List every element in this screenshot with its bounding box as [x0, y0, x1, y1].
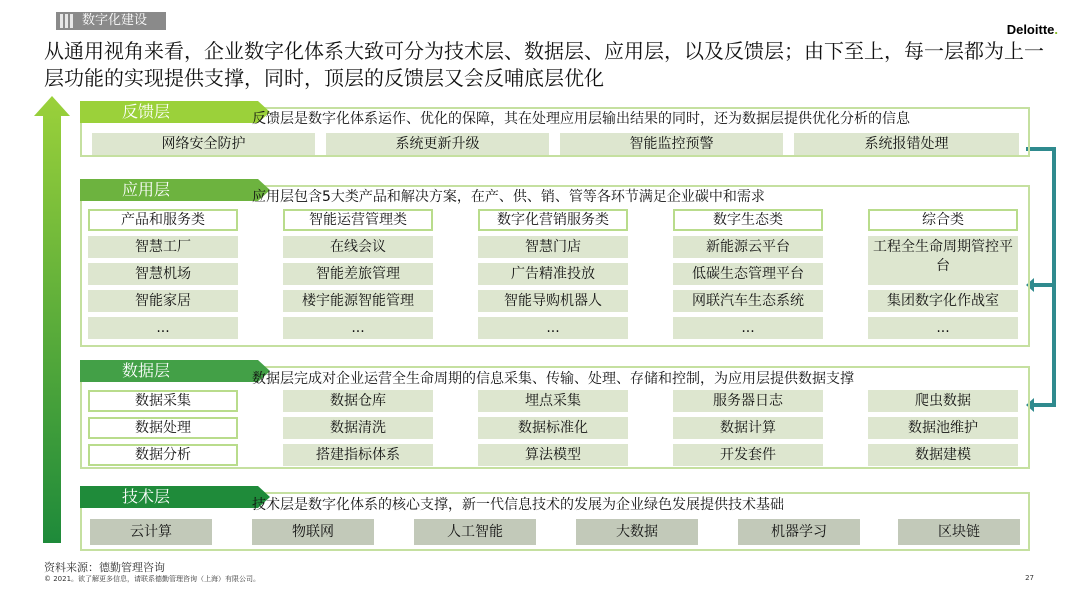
tech-item: 区块链	[898, 519, 1020, 545]
data-item: 数据建模	[868, 444, 1018, 466]
data-item: 算法模型	[478, 444, 628, 466]
tech-layer-desc: 技术层是数字化体系的核心支撑，新一代信息技术的发展为企业绿色发展提供技术基础	[252, 497, 784, 513]
section-tag: 数字化建设	[56, 12, 166, 30]
data-item: 搭建指标体系	[283, 444, 433, 466]
app-item: 楼宇能源智能管理	[283, 290, 433, 312]
app-item: ...	[478, 317, 628, 339]
page-number: 27	[1025, 574, 1034, 582]
app-item: 智能家居	[88, 290, 238, 312]
app-category-header: 数字生态类	[673, 209, 823, 231]
app-item: 智能差旅管理	[283, 263, 433, 285]
tech-item: 物联网	[252, 519, 374, 545]
app-category-header: 产品和服务类	[88, 209, 238, 231]
tech-item: 大数据	[576, 519, 698, 545]
page-headline: 从通用视角来看，企业数字化体系大致可分为技术层、数据层、应用层，以及反馈层；由下至上，每一层都为上一层功能的实现提供支撑，同时，顶层的反馈层又会反哺底层优化	[44, 39, 1044, 90]
app-item: ...	[673, 317, 823, 339]
copyright-note: © 2021。欲了解更多信息，请联系德勤管理咨询（上海）有限公司。	[44, 575, 261, 583]
app-item: 智慧门店	[478, 236, 628, 258]
app-item: 在线会议	[283, 236, 433, 258]
upward-arrow-icon	[34, 96, 70, 543]
data-item: 数据清洗	[283, 417, 433, 439]
tech-item: 人工智能	[414, 519, 536, 545]
feedback-item: 系统报错处理	[794, 133, 1019, 155]
data-item: 爬虫数据	[868, 390, 1018, 412]
tech-item: 机器学习	[738, 519, 860, 545]
app-item: 工程全生命周期管控平台	[868, 236, 1018, 285]
data-item: 数据标准化	[478, 417, 628, 439]
app-item: ...	[283, 317, 433, 339]
tech-item: 云计算	[90, 519, 212, 545]
app-item: 智能导购机器人	[478, 290, 628, 312]
feedback-item: 网络安全防护	[92, 133, 315, 155]
feedback-layer-desc: 反馈层是数字化体系运作、优化的保障，其在处理应用层输出结果的同时，还为数据层提供优化分析的信息	[252, 111, 910, 127]
feedback-layer-tab: 反馈层	[80, 101, 270, 123]
data-item: 埋点采集	[478, 390, 628, 412]
app-item: 广告精准投放	[478, 263, 628, 285]
feedback-loop-connector	[1026, 143, 1062, 413]
data-layer-desc: 数据层完成对企业运营全生命周期的信息采集、传输、处理、存储和控制，为应用层提供数据支撑	[252, 371, 854, 387]
data-item: 数据仓库	[283, 390, 433, 412]
app-item: 网联汽车生态系统	[673, 290, 823, 312]
source-note: 资料来源：德勤管理咨询	[44, 561, 165, 574]
data-item: 数据池维护	[868, 417, 1018, 439]
data-row-header: 数据采集	[88, 390, 238, 412]
app-item: 集团数字化作战室	[868, 290, 1018, 312]
data-row-header: 数据处理	[88, 417, 238, 439]
app-item: 智慧工厂	[88, 236, 238, 258]
app-category-header: 智能运营管理类	[283, 209, 433, 231]
app-item: 低碳生态管理平台	[673, 263, 823, 285]
data-item: 开发套件	[673, 444, 823, 466]
feedback-item: 智能监控预警	[560, 133, 783, 155]
application-layer-desc: 应用层包含5大类产品和解决方案，在产、供、销、管等各环节满足企业碳中和需求	[252, 189, 765, 205]
app-item: 新能源云平台	[673, 236, 823, 258]
data-item: 数据计算	[673, 417, 823, 439]
application-layer-tab: 应用层	[80, 179, 270, 201]
deloitte-logo: Deloitte.	[1006, 22, 1058, 37]
app-item: ...	[88, 317, 238, 339]
data-item: 服务器日志	[673, 390, 823, 412]
app-category-header: 数字化营销服务类	[478, 209, 628, 231]
feedback-item: 系统更新升级	[326, 133, 549, 155]
tech-layer-tab: 技术层	[80, 486, 270, 508]
data-row-header: 数据分析	[88, 444, 238, 466]
app-category-header: 综合类	[868, 209, 1018, 231]
app-item: 智慧机场	[88, 263, 238, 285]
data-layer-tab: 数据层	[80, 360, 270, 382]
app-item: ...	[868, 317, 1018, 339]
